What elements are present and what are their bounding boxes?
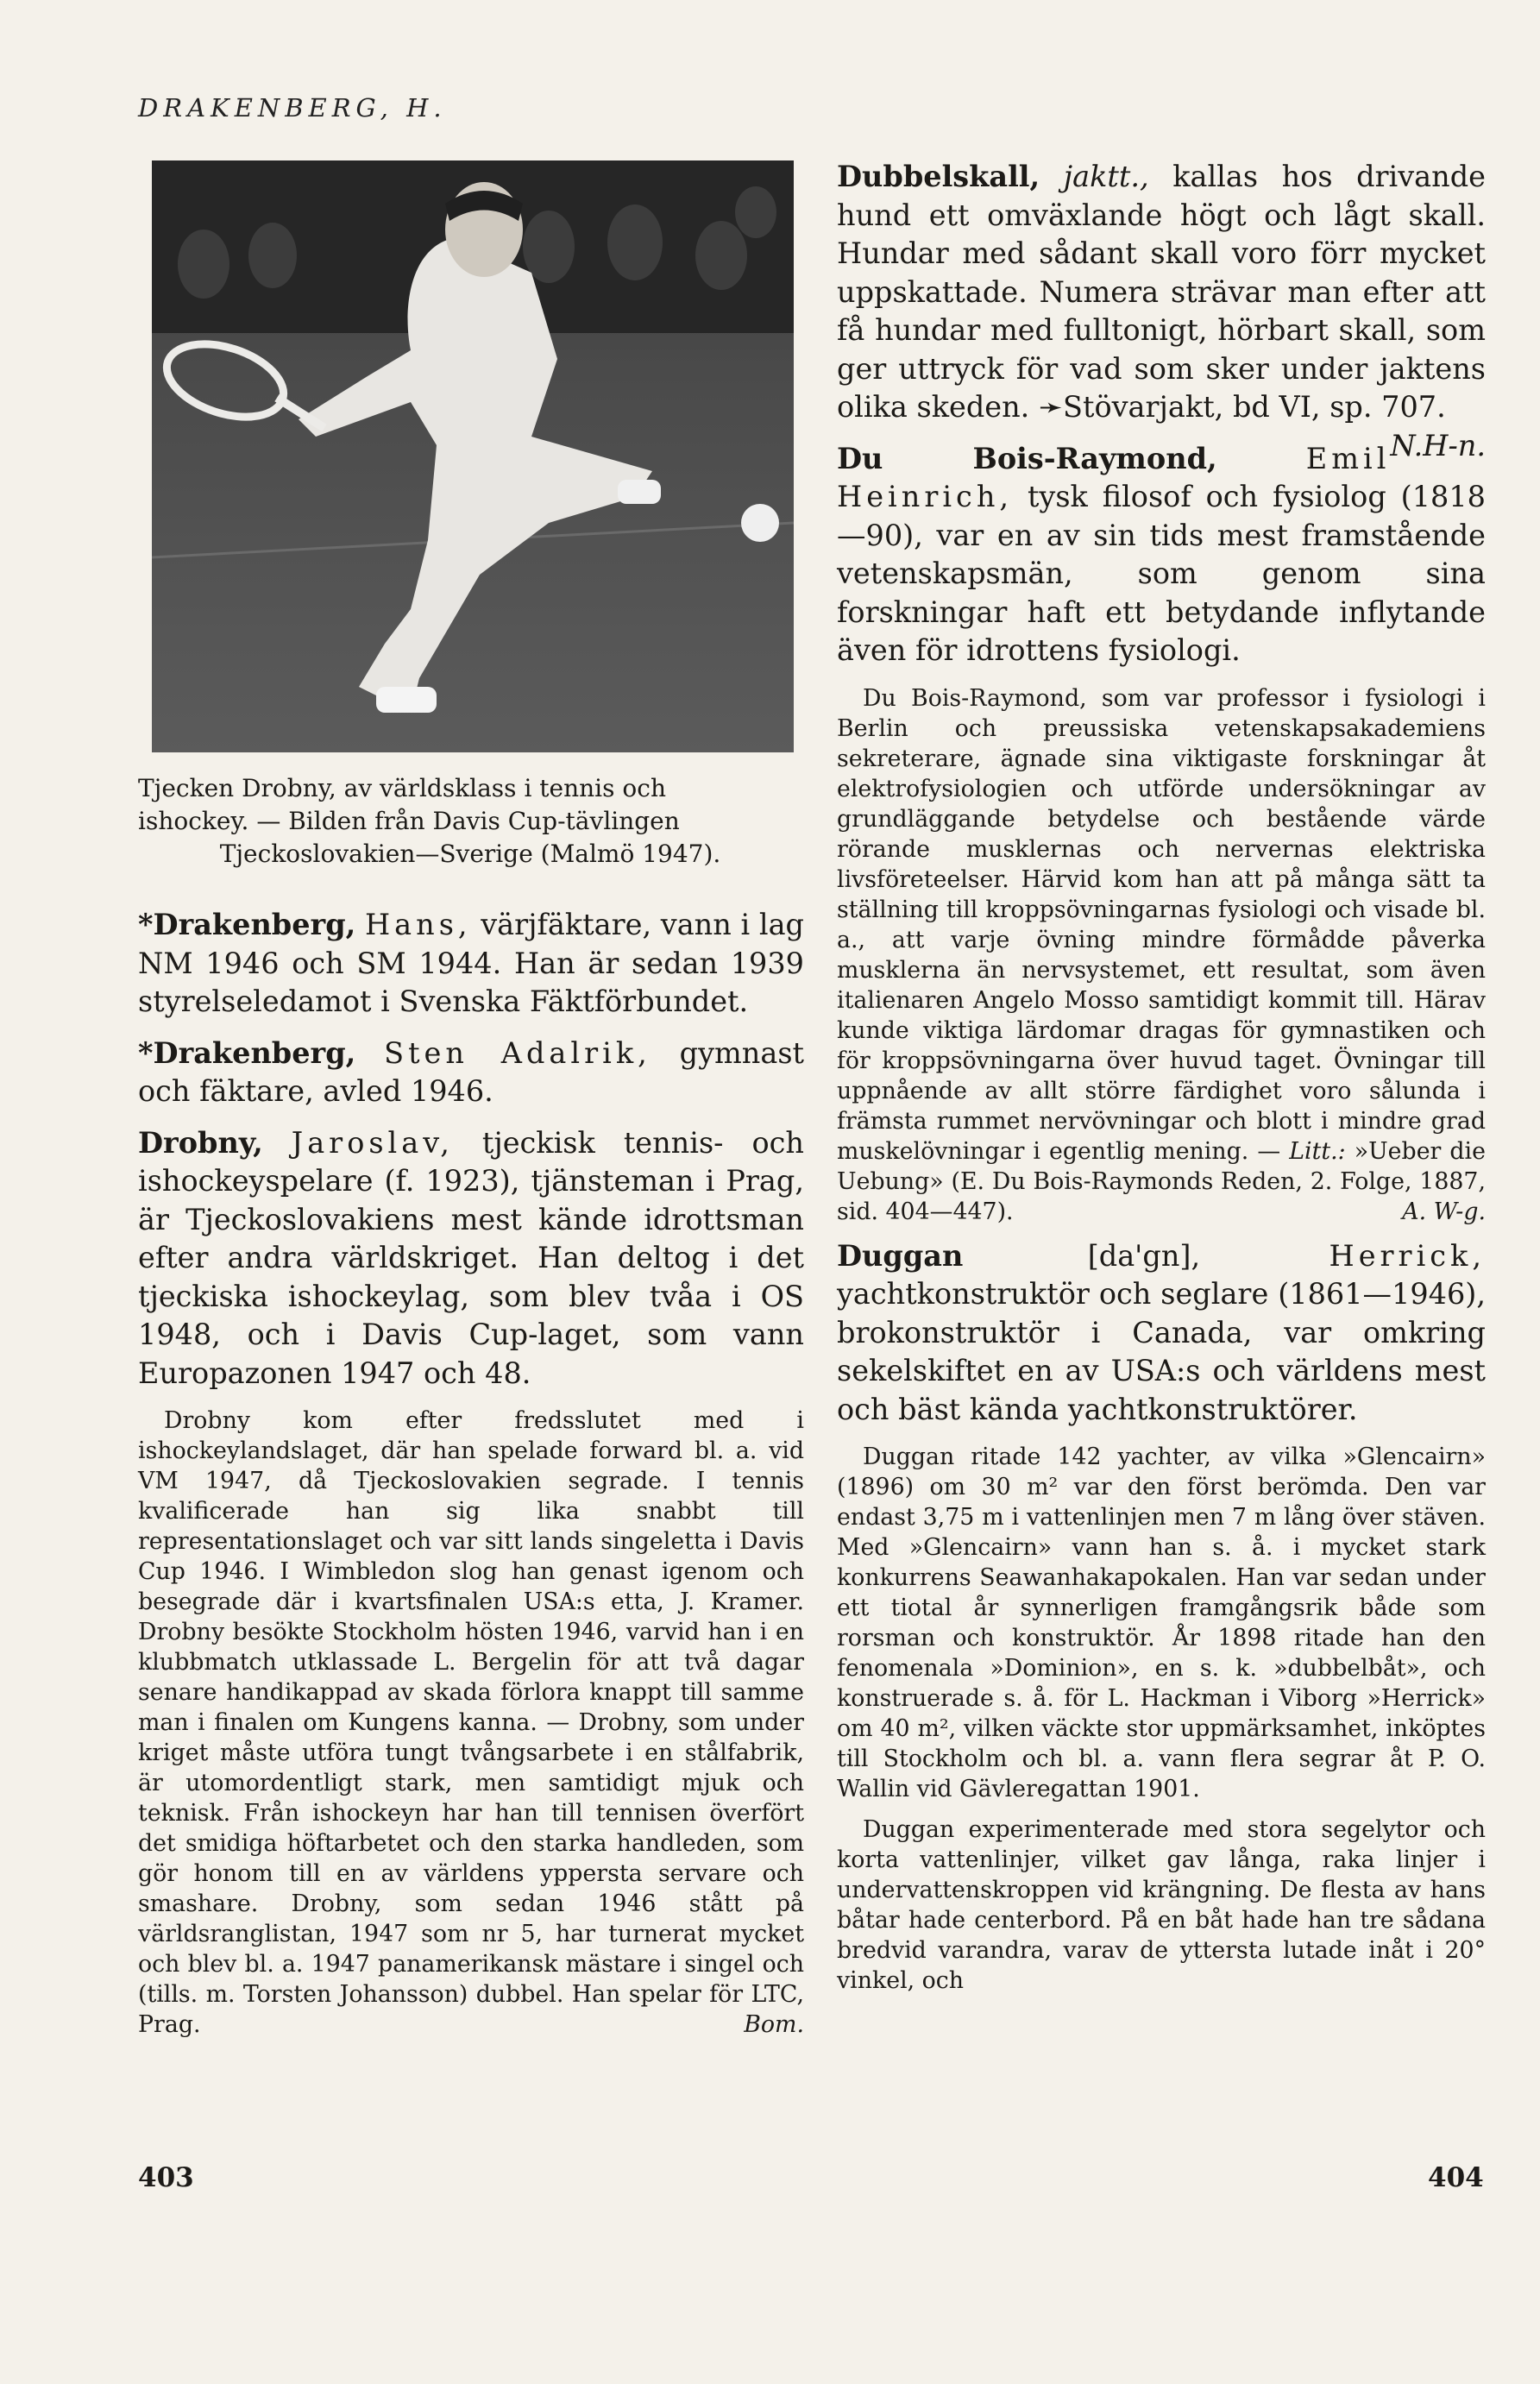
entry-headword: *Drakenberg, (138, 1035, 356, 1070)
entry-body: tysk filosof och fysiolog (1818—90), var en av sin tids mest framstående vetenskapsmän, som genom sina forskningar haft ett betydande inflytande även för idrottens fysiologi. (837, 480, 1486, 667)
detail-text: Duggan ritade 142 yachter, av vilka »Glencairn» (1896) om 30 m² var den först berömda. Den var endast 3,75 m i vattenlinjen men 7 m lång över stäven. Med »Glencairn» vann han s. å. i mycket stark konkurrens Seawanhakapokalen. Han var sedan under ett tiotal år synnerligen framgångsrik både som rorsman och konstruktör. År 1898 ritade han den fenomenala »Dominion», en s. k. »dubbelbåt», och konstruerade s. å. för L. Hackman i Viborg »Herrick» om 40 m², vilken väckte stor uppmärksamhet, inköptes till Stockholm och bl. a. vann flera segrar åt P. O. Wallin vid Gävleregattan 1901. (837, 1444, 1486, 1802)
entry-drobny-detail (138, 1406, 804, 2040)
author-signature: N.H-n. (1390, 428, 1486, 462)
entry-duggan-detail-2 (837, 1815, 1486, 1996)
detail-text: Du Bois-Raymond, som var professor i fysiologi i Berlin och preussiska vetenskapsakademiens sekreterare, ägnade sina viktigaste forskningar åt elektrofysiologien och utförde undersökningar av grundläggande betydelse och bestående värde rörande musklernas och nervernas elektriska livsföreteelser. Härvid kom han att på många sätt ta ställning till kroppsövningarnas fysiologi och visade bl. a., att varje övning mindre förmådde påverka musklerna än nervsystemet, ett resultat, som även italienaren Angelo Mosso samtidigt kommit till. Härav kunde viktiga lärdomar dragas för gymnastiken och för kroppsövningarna över huvud taget. Övningar till uppnående av allt större färdighet voro sålunda i främsta rummet nervövningar och blott i mindre grad muskelövningar i egentlig mening. — (837, 684, 1486, 1165)
entry-pronunciation: [da'gn], (963, 1238, 1201, 1273)
entry-body: tjeckisk tennis- och ishockeyspelare (f. 1923), tjänsteman i Prag, är Tjeckoslovakiens mest kände idrottsman efter andra världskriget. Han deltog i det tjeckiska ishockeylag, som blev tvåa i OS 1948, och i Davis Cup-laget, som vann Europazonen 1947 och 48. (138, 1125, 805, 1390)
entry-category: jaktt., (1063, 160, 1149, 193)
tennis-player-photo (152, 160, 794, 752)
author-signature: Bom. (744, 2011, 804, 2038)
photo-caption (138, 772, 802, 871)
entry-drakenberg-hans (138, 906, 804, 1022)
detail-text: Drobny kom efter fredsslutet med i ishockeylandslaget, där han spelade forward bl. a. vid VM 1947, då Tjeckoslovakien segrade. I tennis kvalificerade han sig lika snabbt till representationslaget och var sitt lands singeletta i Davis Cup 1946. I Wimbledon slog han genast igenom och besegrade där i kvartsfinalen USA:s etta, J. Kramer. Drobny besökte Stockholm hösten 1946, varvid han i en klubbmatch utklassade L. Bergelin för att två dagar senare handikappad av skada förlora knappt till samme man i finalen om Kungens kanna. — Drobny, som under kriget måste utföra tungt tvångsarbete i en stålfabrik, är utomordentligt stark, men samtidigt mjuk och teknisk. Från ishockeyn har han till tennisen överfört det smidiga höftarbetet och den starka handleden, som gör honom till en av världens yppersta servare och smashare. Drobny, som sedan 1946 stått på världsranglistan, 1947 som nr 5, har turnerat mycket och blev bl. a. 1947 panamerikansk mästare i singel och (tills. m. Torsten Johansson) dubbel. Han spelar för LTC, Prag. (138, 1407, 804, 2038)
cross-reference[interactable]: Stövarjakt, bd VI, sp. 707. (1063, 390, 1446, 424)
caption-line: Tjeckoslovakien—Sverige (Malmö 1947). (219, 840, 721, 868)
entry-drakenberg-sten (138, 1035, 804, 1111)
entry-body: kallas hos drivande hund ett omväxlande högt och lågt skall. Hundar med sådant skall voro förr mycket uppskattade. Numera strävar man efter att få hundar med fulltonigt, hörbart skall, som ger uttryck för vad som sker under jaktens olika skeden. (837, 160, 1486, 424)
entry-body: värjfäktare, vann i lag NM 1946 och SM 1944. Han är sedan 1939 styrelseledamot i Svenska Fäktförbundet. (138, 908, 804, 1018)
entry-duggan (837, 1237, 1486, 1430)
entry-given-name: Hans, (364, 908, 472, 941)
right-column (837, 158, 1486, 2006)
entry-duggan-detail (837, 1442, 1486, 1804)
entry-body: yachtkonstruktör och seglare (1861—1946), brokonstruktör i Canada, var omkring sekelskiftet en av USA:s och världens mest och bäst kända yachtkonstruktörer. (837, 1277, 1486, 1426)
entry-headword: *Drakenberg, (138, 908, 356, 941)
detail-text: Duggan experimenterade med stora segelytor och korta vattenlinjer, vilket gav långa, raka linjer i undervattenskroppen vid krängning. De flesta av hans båtar hade centerbord. På en båt hade han tre sådana bredvid varandra, varav de yttersta lutade inåt i 20° vinkel, och (837, 1816, 1486, 1994)
entry-headword: Drobny, (138, 1125, 263, 1160)
running-head: DRAKENBERG, H. (138, 93, 447, 123)
entry-given-name: Sten Adalrik, (384, 1035, 651, 1070)
photo-illustration (152, 160, 794, 752)
page-number-right: 404 (1428, 2162, 1484, 2193)
literature-label: Litt.: (1289, 1137, 1346, 1165)
literature-text: »Ueber die Uebung» (E. Du Bois-Raymonds Reden, 2. Folge, 1887, sid. 404—447). (837, 1137, 1486, 1225)
caption-line: ishockey. — Bilden från Davis Cup-tävlingen (138, 807, 680, 835)
entry-body: gymnast och fäktare, avled 1946. (138, 1035, 804, 1108)
entry-headword: Du Bois-Raymond, (837, 441, 1217, 475)
author-signature: A. W-g. (1402, 1198, 1486, 1225)
left-column (138, 906, 804, 2050)
entry-headword: Duggan (837, 1238, 964, 1273)
entry-given-name: Herrick, (1200, 1238, 1486, 1273)
entry-du-bois-raymond-detail (837, 683, 1486, 1227)
entry-given-name: Jaroslav, (291, 1125, 454, 1160)
page-number-left: 403 (138, 2162, 194, 2193)
entry-du-bois-raymond (837, 440, 1486, 670)
entry-drobny (138, 1124, 804, 1393)
caption-line: Tjecken Drobny, av världsklass i tennis och (138, 774, 666, 802)
entry-given-name: Emil Heinrich, (837, 441, 1391, 513)
entry-headword: Dubbelskall, (837, 160, 1040, 193)
cross-reference-arrow-icon: ➛ (1029, 390, 1064, 424)
